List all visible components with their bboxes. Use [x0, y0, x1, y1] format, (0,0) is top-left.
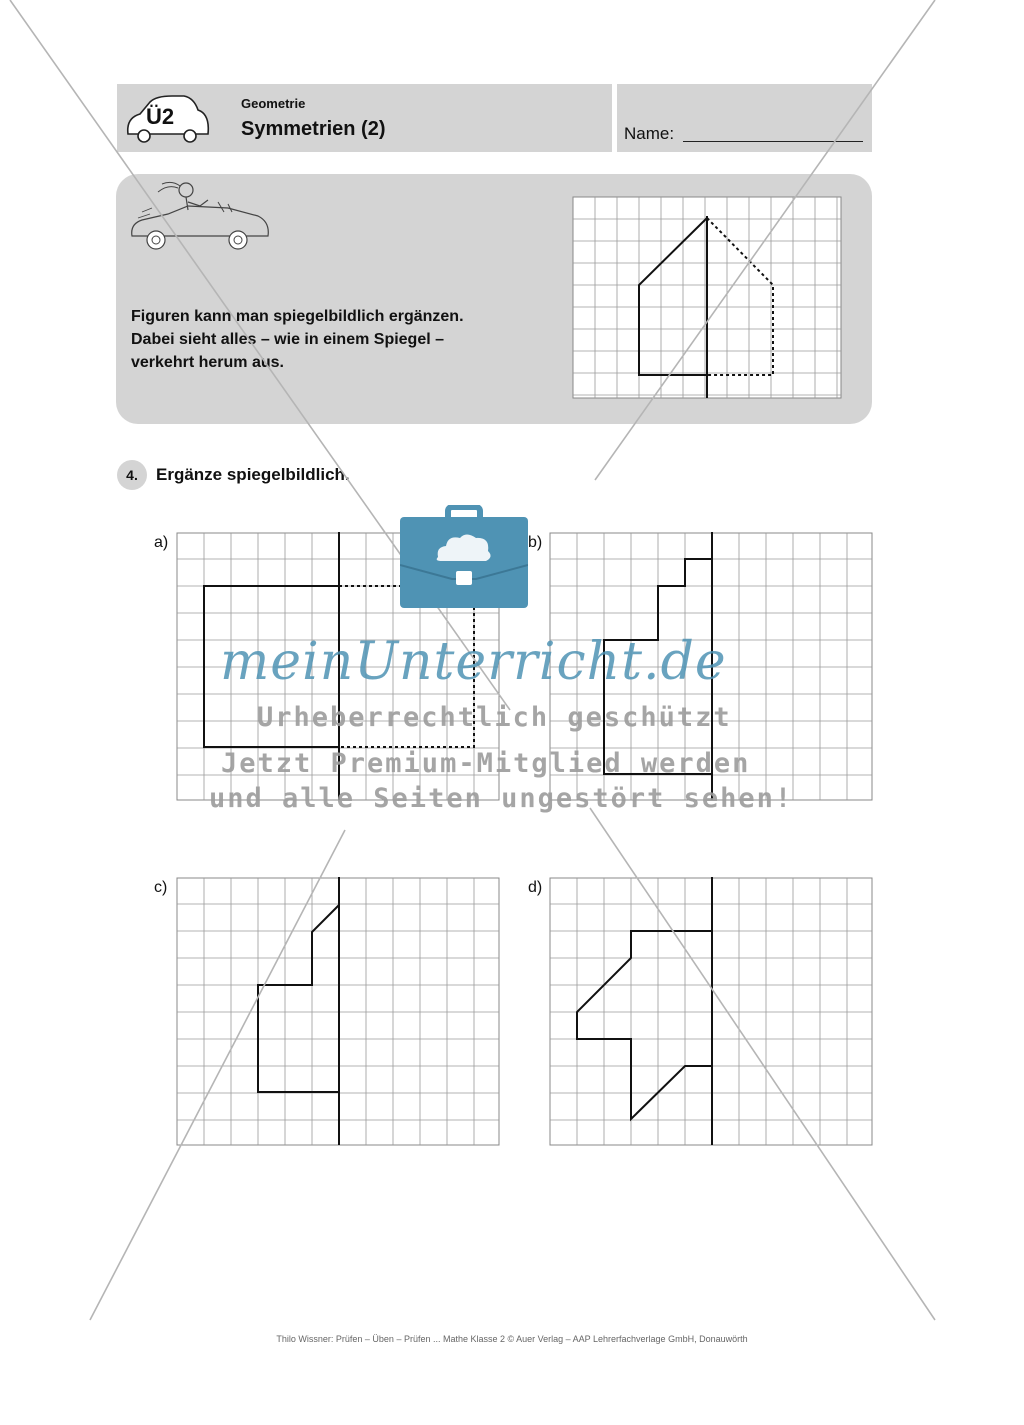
info-line: Dabei sieht alles – wie in einem Spiegel – [131, 331, 445, 348]
info-line: verkehrt herum aus. [131, 354, 284, 371]
exercise-grid-c[interactable] [176, 877, 500, 1147]
badge-label: Ü2 [146, 104, 175, 129]
info-line: Figuren kann man spiegelbildlich ergänzen. [131, 308, 464, 325]
name-input-line[interactable] [683, 141, 863, 142]
footer-copyright: Thilo Wissner: Prüfen – Üben – Prüfen ... Mathe Klasse 2 © Auer Verlag – AAP Lehrerfachverlage GmbH, Donauwörth [276, 1334, 748, 1344]
watermark-line: Jetzt Premium-Mitglied werden [221, 748, 751, 779]
task-number: 4. [117, 460, 147, 490]
info-text [131, 305, 551, 374]
name-label: Name: [624, 124, 675, 143]
convertible-car-icon [128, 178, 273, 256]
task-instruction: Ergänze spiegelbildlich. [156, 465, 350, 484]
label-c: c) [154, 879, 168, 896]
page-title: Symmetrien (2) [241, 118, 386, 140]
exercise-grid-d[interactable] [549, 877, 873, 1147]
label-b: b) [528, 534, 543, 551]
watermark-line: Urheberrechtlich geschützt [257, 702, 732, 733]
label-d: d) [528, 879, 543, 896]
label-a: a) [154, 534, 169, 551]
watermark-line: und alle Seiten ungestört sehen! [209, 783, 794, 814]
briefcase-icon [400, 505, 528, 608]
example-grid [572, 196, 842, 399]
subject-label: Geometrie [241, 96, 306, 111]
watermark-brand: meinUnterricht.de [220, 632, 727, 692]
